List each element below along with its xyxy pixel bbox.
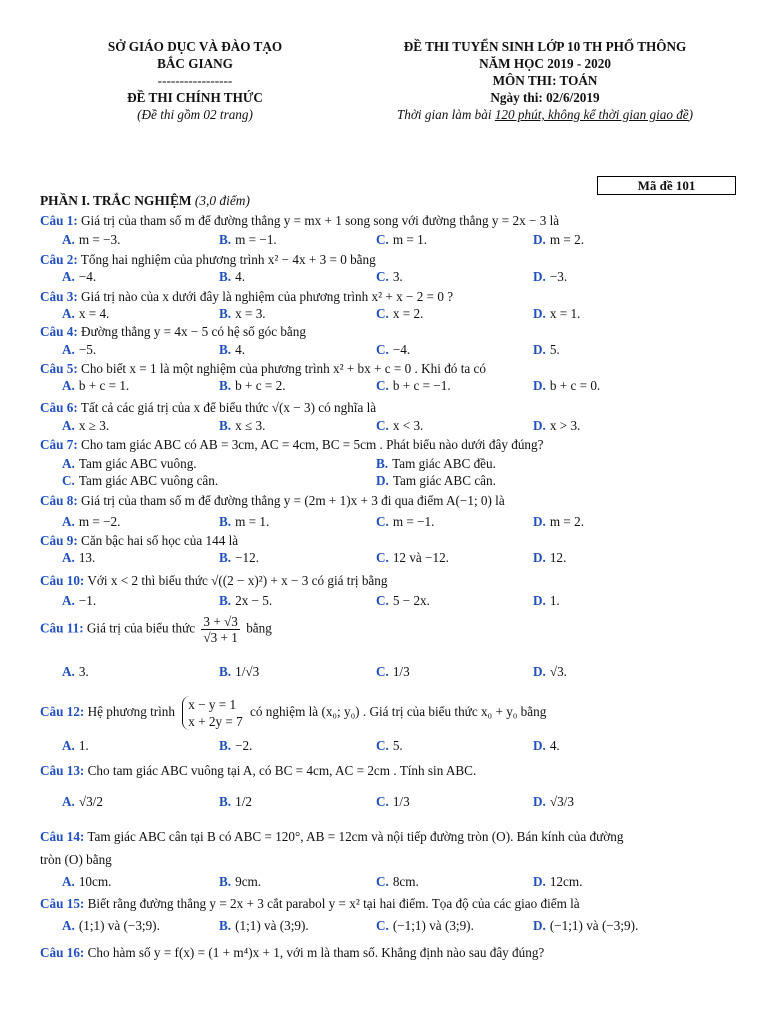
option-b[interactable]: B. x = 3. [219,306,266,321]
option-c[interactable]: C. b + c = −1. [376,378,451,393]
options-7a [62,456,742,474]
page-count-note: (Đề thi gồm 02 trang) [137,107,253,122]
question-1: Câu 1: Giá trị của tham số m để đường thẳng y = mx + 1 song song với đường thẳng y = 2x − 3 là [40,213,560,228]
option-b[interactable]: B. 4. [219,342,245,357]
option-b[interactable]: B. 1/2 [219,794,252,809]
question-5: Câu 5: Cho biết x = 1 là một nghiệm của phương trình x² + bx + c = 0 . Khi đó ta có [40,361,486,376]
fraction: $\frac{3 + √3}{√3 + 1}$ [203,614,238,645]
options-4 [62,342,742,360]
subject: MÔN THI: TOÁN [492,73,598,88]
question-7: Câu 7: Cho tam giác ABC có AB = 3cm, AC = 4cm, BC = 5cm . Phát biểu nào dưới đây đúng? [40,437,544,452]
option-b[interactable]: B. −2. [219,738,253,753]
question-14-line-2: tròn (O) bằng [40,852,112,867]
question-10: Câu 10: Với x < 2 thì biểu thức √((2 − x)²) + x − 3 có giá trị bằng [40,573,388,588]
option-d[interactable]: D. −3. [533,269,568,284]
equation-system: x − y = 1 x + 2y = 7 [182,696,242,730]
options-3 [62,306,742,324]
question-12: Câu 12: Hệ phương trình x − y = 1 x + 2y = 7 có nghiệm là (x₀; y₀) . Giá trị của biểu thức x₀ + y₀ bằng [40,697,547,729]
question-2: Câu 2: Tổng hai nghiệm của phương trình x² − 4x + 3 = 0 bằng [40,252,376,267]
options-13 [62,794,742,812]
option-c[interactable]: C. 5. [376,738,403,753]
option-d[interactable]: D. 1. [533,593,560,608]
option-c[interactable]: C. 8cm. [376,874,419,889]
option-c[interactable]: C. m = 1. [376,232,428,247]
question-6: Câu 6: Tất cả các giá trị của x để biểu thức √(x − 3) có nghĩa là [40,400,377,415]
options-7b [62,473,742,491]
options-12 [62,738,742,756]
header-right [360,38,730,123]
option-a[interactable]: A. (1;1) và (−3;9). [62,918,160,933]
part-title: PHẦN I. TRẮC NGHIỆM (3,0 điểm) [40,193,250,208]
question-4: Câu 4: Đường thẳng y = 4x − 5 có hệ số góc bằng [40,324,306,339]
option-b[interactable]: B. (1;1) và (3;9). [219,918,309,933]
option-c[interactable]: C. 5 − 2x. [376,593,430,608]
option-a[interactable]: A. m = −2. [62,514,121,529]
question-8: Câu 8: Giá trị của tham số m để đường thẳng y = (2m + 1)x + 3 đi qua điểm A(−1; 0) là [40,493,505,508]
question-13: Câu 13: Cho tam giác ABC vuông tại A, có BC = 4cm, AC = 2cm . Tính sin ABC. [40,763,477,778]
option-d[interactable]: D. Tam giác ABC cân. [376,473,496,488]
options-1 [62,232,742,250]
options-9 [62,550,742,568]
option-a[interactable]: A. 10cm. [62,874,112,889]
options-10 [62,593,742,611]
option-b[interactable]: B. 9cm. [219,874,262,889]
option-b[interactable]: B. 4. [219,269,245,284]
option-d[interactable]: D. m = 2. [533,232,585,247]
option-a[interactable]: A. Tam giác ABC vuông. [62,456,197,471]
option-b[interactable]: B. b + c = 2. [219,378,286,393]
option-a[interactable]: A. −4. [62,269,97,284]
option-c[interactable]: C. 12 và −12. [376,550,449,565]
time-note: Thời gian làm bài 120 phút, không kể thời gian giao đề) [396,107,694,122]
option-c[interactable]: C. (−1;1) và (3;9). [376,918,474,933]
option-d[interactable]: D. b + c = 0. [533,378,601,393]
option-d[interactable]: D. √3. [533,664,567,679]
option-d[interactable]: D. 12cm. [533,874,583,889]
option-b[interactable]: B. x ≤ 3. [219,418,266,433]
option-b[interactable]: B. Tam giác ABC đều. [376,456,496,471]
header-left [60,38,330,123]
option-d[interactable]: D. 5. [533,342,560,357]
option-a[interactable]: A. −5. [62,342,97,357]
option-d[interactable]: D. 4. [533,738,560,753]
option-a[interactable]: A. 1. [62,738,89,753]
options-5 [62,378,742,396]
option-c[interactable]: C. Tam giác ABC vuông cân. [62,473,219,488]
option-a[interactable]: A. x = 4. [62,306,110,321]
option-a[interactable]: A. √3/2 [62,794,103,809]
exam-code-box: Mã đề 101 [597,176,736,195]
option-b[interactable]: B. −12. [219,550,260,565]
option-d[interactable]: D. √3/3 [533,794,574,809]
header-divider: ----------------- [157,73,233,88]
option-c[interactable]: C. m = −1. [376,514,435,529]
options-8 [62,514,742,532]
option-d[interactable]: D. x > 3. [533,418,581,433]
option-d[interactable]: D. 12. [533,550,567,565]
question-15: Câu 15: Biết rằng đường thẳng y = 2x + 3 cắt parabol y = x² tại hai điểm. Tọa độ của các giao điểm là [40,896,580,911]
exam-title: ĐỀ THI TUYỂN SINH LỚP 10 TH PHỔ THÔNG [403,39,687,54]
question-14: Câu 14: Tam giác ABC cân tại B có ABC = 120°, AB = 12cm và nội tiếp đường tròn (O). Bán kính của đường [40,829,624,844]
option-a[interactable]: A. 13. [62,550,96,565]
option-a[interactable]: A. m = −3. [62,232,121,247]
option-c[interactable]: C. x < 3. [376,418,424,433]
option-b[interactable]: B. 1/√3 [219,664,260,679]
exam-date: Ngày thi: 02/6/2019 [490,90,600,105]
option-c[interactable]: C. 1/3 [376,794,410,809]
option-a[interactable]: A. b + c = 1. [62,378,130,393]
option-c[interactable]: C. −4. [376,342,411,357]
options-2 [62,269,742,287]
option-c[interactable]: C. x = 2. [376,306,424,321]
official-label: ĐỀ THI CHÍNH THỨC [127,90,263,105]
question-3: Câu 3: Giá trị nào của x dưới đây là nghiệm của phương trình x² + x − 2 = 0 ? [40,289,454,304]
option-b[interactable]: B. 2x − 5. [219,593,273,608]
question-9: Câu 9: Căn bậc hai số học của 144 là [40,533,239,548]
option-d[interactable]: D. m = 2. [533,514,585,529]
province-name: BẮC GIANG [157,56,233,71]
option-a[interactable]: A. −1. [62,593,97,608]
option-a[interactable]: A. 3. [62,664,89,679]
question-11: Câu 11: Giá trị của biểu thức $\frac{3 + √3}{√3 + 1}$ bằng [40,614,272,645]
question-16: Câu 16: Cho hàm số y = f(x) = (1 + m⁴)x + 1, với m là tham số. Khẳng định nào sau đây đúng? [40,945,545,960]
options-15 [62,918,742,936]
department-name: SỞ GIÁO DỤC VÀ ĐÀO TẠO [107,39,283,54]
option-b[interactable]: B. m = 1. [219,514,270,529]
option-d[interactable]: D. x = 1. [533,306,581,321]
options-6 [62,418,742,436]
school-year: NĂM HỌC 2019 - 2020 [479,56,611,71]
option-c[interactable]: C. 1/3 [376,664,410,679]
option-d[interactable]: D. (−1;1) và (−3;9). [533,918,639,933]
option-c[interactable]: C. 3. [376,269,403,284]
options-14 [62,874,742,892]
option-b[interactable]: B. m = −1. [219,232,277,247]
option-a[interactable]: A. x ≥ 3. [62,418,110,433]
options-11 [62,664,742,682]
